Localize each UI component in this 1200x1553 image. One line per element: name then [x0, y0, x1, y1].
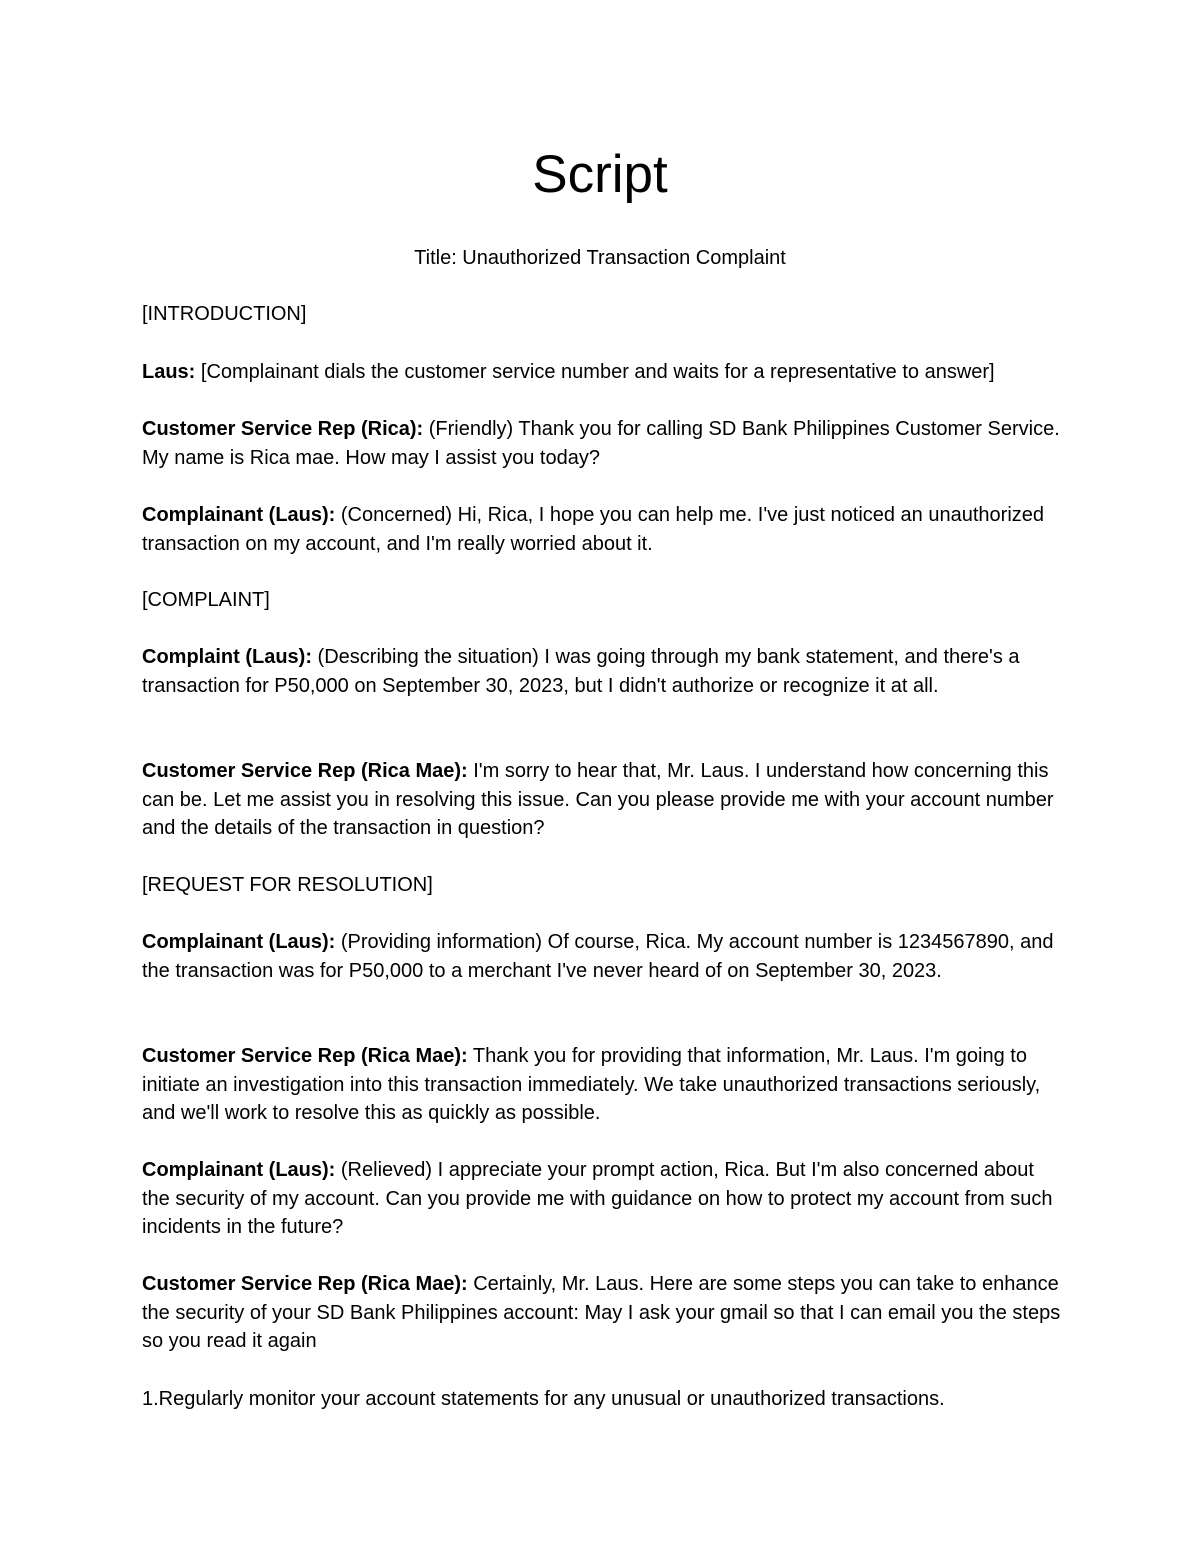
- speaker-label: Laus:: [142, 361, 196, 383]
- dialogue-text: (Providing information) Of course, Rica. My account number is 1234567890, and the transaction was for P50,000 to a merchant I've never heard of on September 30, 2023.: [142, 931, 1054, 982]
- speaker-label: Complainant (Laus):: [142, 931, 336, 953]
- dialogue-line: [142, 501, 1062, 558]
- dialogue-text: Certainly, Mr. Laus. Here are some steps you can take to enhance the security of your SD Bank Philippines account: May I ask your gmail so that I can email you the steps so you read it again: [142, 1273, 1061, 1353]
- dialogue-text: (Concerned) Hi, Rica, I hope you can help me. I've just noticed an unauthorized transaction on my account, and I'm really worried about it.: [142, 504, 1045, 555]
- dialogue-text: Thank you for providing that information, Mr. Laus. I'm going to initiate an investigation into this transaction immediately. We take unauthorized transactions seriously, and we'll work to resolve this as quickly as possible.: [142, 1045, 1041, 1125]
- dialogue-text: (Friendly) Thank you for calling SD Bank Philippines Customer Service. My name is Rica mae. How may I assist you today?: [142, 418, 1060, 469]
- list-item: 1.Regularly monitor your account statements for any unusual or unauthorized transactions.: [142, 1388, 945, 1410]
- speaker-label: Complainant (Laus):: [142, 1159, 336, 1181]
- section-heading-complaint: [COMPLAINT]: [142, 589, 270, 611]
- dialogue-text: I'm sorry to hear that, Mr. Laus. I understand how concerning this can be. Let me assist you in resolving this issue. Can you please provide me with your account number and the details of the transaction in question?: [142, 760, 1054, 840]
- dialogue-line: [142, 757, 1062, 843]
- dialogue-text: (Relieved) I appreciate your prompt action, Rica. But I'm also concerned about the security of my account. Can you provide me with guidance on how to protect my account from such incidents in the future?: [142, 1159, 1053, 1239]
- dialogue-line: [142, 415, 1062, 472]
- dialogue-line: [142, 928, 1062, 985]
- dialogue-line: [142, 643, 1062, 700]
- dialogue-line: [142, 1156, 1062, 1242]
- section-heading-introduction: [INTRODUCTION]: [142, 303, 307, 325]
- dialogue-text: [Complainant dials the customer service number and waits for a representative to answer]: [195, 361, 995, 383]
- speaker-label: Complaint (Laus):: [142, 646, 312, 668]
- dialogue-line: [142, 1270, 1062, 1356]
- speaker-label: Customer Service Rep (Rica Mae):: [142, 1273, 468, 1295]
- dialogue-line: [142, 358, 1062, 387]
- speaker-label: Complainant (Laus):: [142, 504, 336, 526]
- speaker-label: Customer Service Rep (Rica Mae):: [142, 1045, 468, 1067]
- speaker-label: Customer Service Rep (Rica Mae):: [142, 760, 468, 782]
- speaker-label: Customer Service Rep (Rica):: [142, 418, 424, 440]
- document-subtitle: Title: Unauthorized Transaction Complaint: [414, 247, 786, 269]
- dialogue-text: (Describing the situation) I was going through my bank statement, and there's a transaction for P50,000 on September 30, 2023, but I didn't authorize or recognize it at all.: [142, 646, 1020, 697]
- document-title: Script: [532, 145, 668, 204]
- dialogue-line: [142, 1042, 1062, 1128]
- section-heading-request-for-resolution: [REQUEST FOR RESOLUTION]: [142, 874, 433, 896]
